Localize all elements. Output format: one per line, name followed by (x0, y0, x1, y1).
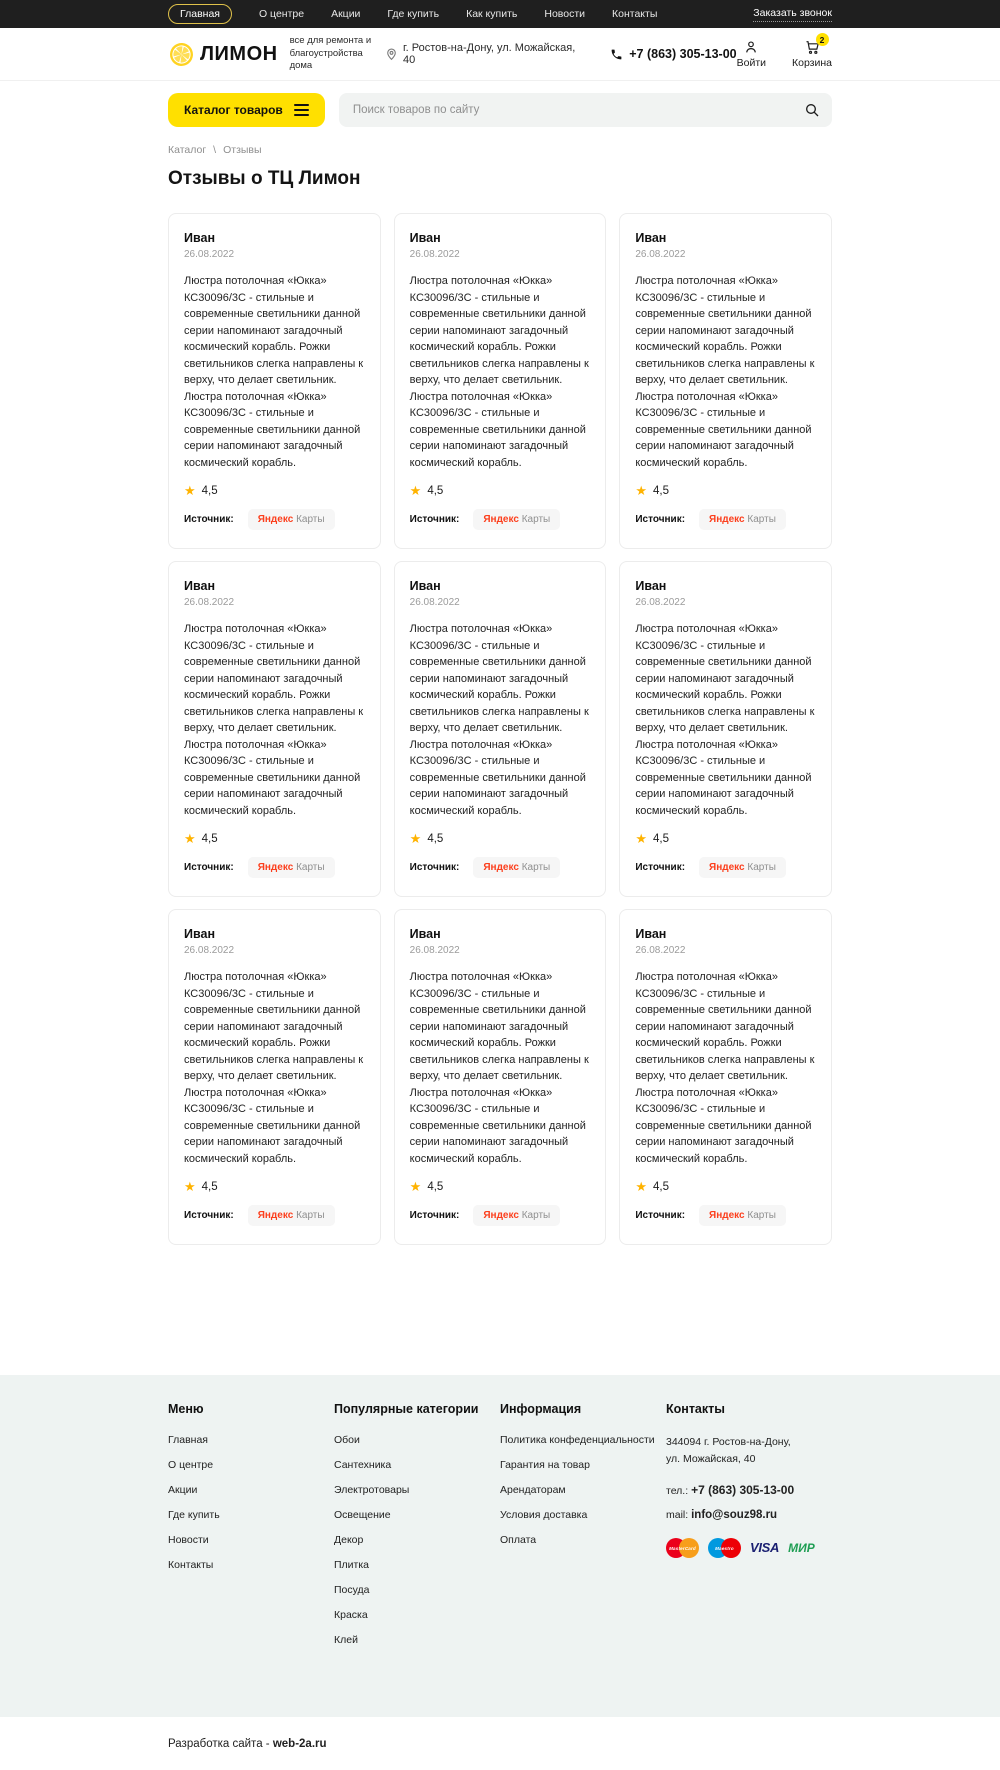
review-source (184, 857, 365, 878)
breadcrumb-catalog[interactable]: Каталог (168, 144, 207, 156)
star-icon: ★ (409, 831, 422, 846)
review-date: 26.08.2022 (409, 945, 460, 956)
footer-category-link[interactable]: Сантехника (334, 1459, 392, 1471)
review-date: 26.08.2022 (635, 945, 686, 956)
reviewer-name: Иван (184, 231, 216, 245)
review-date: 26.08.2022 (635, 249, 686, 260)
maestro-icon: Maestro (708, 1538, 741, 1558)
footer-category-link[interactable]: Клей (334, 1634, 358, 1646)
review-card (394, 561, 607, 897)
yandex-maps-badge[interactable]: Яндекс Карты (699, 1205, 786, 1226)
star-icon: ★ (184, 831, 196, 846)
footer-menu-column (168, 1402, 334, 1659)
footer-menu-title: Меню (168, 1402, 204, 1416)
review-rating (635, 832, 816, 845)
review-source (410, 1205, 591, 1226)
developer-bar (0, 1717, 1000, 1770)
review-rating (410, 484, 591, 497)
source-label: Источник: (184, 1210, 234, 1221)
review-text: Люстра потолочная «Юкка» КС30096/3С - стильные и современные светильники данной серии напоминают загадочный космический корабль. Рожки светильников слегка направлены к верху, что делает светильник. Люстра потолочная «Юкка» КС30096/3С - стильные и современные светильники данной серии напоминают загадочный космический корабль. (409, 275, 589, 469)
hamburger-icon (294, 104, 309, 116)
review-card (619, 213, 832, 549)
logo[interactable] (168, 41, 278, 68)
footer-menu-link[interactable]: Контакты (168, 1559, 214, 1571)
review-source (410, 857, 591, 878)
footer-phone-link[interactable]: +7 (863) 305-13-00 (691, 1482, 795, 1497)
user-icon (743, 39, 759, 55)
source-label: Источник: (635, 862, 686, 873)
star-icon: ★ (184, 1179, 196, 1194)
reviewer-name: Иван (635, 231, 667, 245)
footer-contacts-column (666, 1402, 832, 1659)
review-rating (635, 484, 816, 497)
review-text: Люстра потолочная «Юкка» КС30096/3С - стильные и современные светильники данной серии напоминают загадочный космический корабль. Рожки светильников слегка направлены к верху, что делает светильник. Люстра потолочная «Юкка» КС30096/3С - стильные и современные светильники данной серии напоминают загадочный космический корабль. (184, 623, 364, 817)
review-rating (184, 832, 365, 845)
reviewer-name: Иван (409, 579, 441, 593)
phone-link[interactable]: +7 (863) 305-13-00 (610, 47, 736, 61)
rating-value: 4,5 (652, 832, 669, 845)
footer-info-link[interactable]: Гарантия на товар (500, 1459, 590, 1471)
footer-info-link[interactable]: Арендаторам (500, 1484, 566, 1496)
review-rating (410, 832, 591, 845)
rating-value: 4,5 (427, 832, 444, 845)
review-card (619, 561, 832, 897)
footer-menu-link[interactable]: Главная (168, 1434, 208, 1446)
review-text: Люстра потолочная «Юкка» КС30096/3С - стильные и современные светильники данной серии напоминают загадочный космический корабль. Рожки светильников слегка направлены к верху, что делает светильник. Люстра потолочная «Юкка» КС30096/3С - стильные и современные светильники данной серии напоминают загадочный космический корабль. (184, 971, 364, 1165)
source-label: Источник: (409, 1210, 460, 1221)
star-icon: ★ (635, 1179, 647, 1194)
review-source (184, 1205, 365, 1226)
tagline: все для ремонта и благоустройства дома (289, 34, 372, 72)
footer-info-title: Информация (500, 1402, 582, 1416)
review-card (168, 909, 381, 1245)
yandex-maps-badge[interactable]: Яндекс Карты (473, 857, 560, 878)
top-nav-item[interactable]: Главная (168, 4, 232, 24)
source-label: Источник: (409, 514, 460, 525)
source-label: Источник: (409, 862, 460, 873)
footer-category-link[interactable]: Плитка (334, 1559, 370, 1571)
yandex-maps-badge[interactable]: Яндекс Карты (248, 509, 335, 530)
review-source (635, 1205, 816, 1226)
footer-phone-row: тел.: +7 (863) 305-13-00 (666, 1482, 795, 1497)
review-date: 26.08.2022 (409, 597, 460, 608)
review-rating (184, 484, 365, 497)
developer-credit[interactable]: Разработка сайта - web-2a.ru (168, 1738, 327, 1750)
source-label: Источник: (635, 514, 686, 525)
yandex-maps-badge[interactable]: Яндекс Карты (248, 1205, 335, 1226)
top-nav-item[interactable]: Как купить (466, 8, 518, 20)
footer-info-link[interactable]: Политика конфеденциальности (500, 1434, 655, 1446)
rating-value: 4,5 (427, 1180, 444, 1193)
yandex-maps-badge[interactable]: Яндекс Карты (248, 857, 335, 878)
review-card (394, 213, 607, 549)
review-date: 26.08.2022 (409, 249, 460, 260)
login-button[interactable]: Войти (737, 39, 766, 69)
mastercard-icon: MasterCard (666, 1538, 699, 1558)
footer-contacts-title: Контакты (666, 1402, 725, 1416)
review-rating (635, 1180, 816, 1193)
review-source (410, 509, 591, 530)
yandex-maps-badge[interactable]: Яндекс Карты (473, 509, 560, 530)
review-rating (184, 1180, 365, 1193)
top-nav-item[interactable]: Акции (331, 8, 361, 20)
top-nav-item[interactable]: Контакты (612, 8, 658, 20)
source-label: Источник: (184, 862, 234, 873)
callback-link[interactable]: Заказать звонок (753, 7, 832, 22)
review-date: 26.08.2022 (184, 249, 235, 260)
footer-category-link[interactable]: Освещение (334, 1509, 391, 1521)
star-icon: ★ (184, 483, 196, 498)
search-box (339, 93, 832, 127)
source-label: Источник: (184, 514, 234, 525)
review-card (619, 909, 832, 1245)
review-card (168, 213, 381, 549)
search-icon[interactable] (804, 102, 820, 118)
footer-info-column (500, 1402, 666, 1659)
review-source (184, 509, 365, 530)
review-date: 26.08.2022 (184, 597, 235, 608)
cart-count-badge: 2 (816, 33, 829, 46)
cart-button[interactable]: 2 Корзина (792, 34, 832, 69)
rating-value: 4,5 (427, 484, 444, 497)
review-text: Люстра потолочная «Юкка» КС30096/3С - стильные и современные светильники данной серии напоминают загадочный космический корабль. Рожки светильников слегка направлены к верху, что делает светильник. Люстра потолочная «Юкка» КС30096/3С - стильные и современные светильники данной серии напоминают загадочный космический корабль. (409, 971, 589, 1165)
breadcrumb-reviews[interactable]: Отзывы (223, 144, 262, 156)
footer-categories-title: Популярные категории (334, 1402, 479, 1416)
review-text: Люстра потолочная «Юкка» КС30096/3С - стильные и современные светильники данной серии напоминают загадочный космический корабль. Рожки светильников слегка направлены к верху, что делает светильник. Люстра потолочная «Юкка» КС30096/3С - стильные и современные светильники данной серии напоминают загадочный космический корабль. (184, 275, 364, 469)
review-text: Люстра потолочная «Юкка» КС30096/3С - стильные и современные светильники данной серии напоминают загадочный космический корабль. Рожки светильников слегка направлены к верху, что делает светильник. Люстра потолочная «Юкка» КС30096/3С - стильные и современные светильники данной серии напоминают загадочный космический корабль. (635, 275, 815, 469)
footer-mail-row: mail: info@souz98.ru (666, 1508, 778, 1521)
star-icon: ★ (635, 483, 647, 498)
rating-value: 4,5 (201, 832, 218, 845)
review-text: Люстра потолочная «Юкка» КС30096/3С - стильные и современные светильники данной серии напоминают загадочный космический корабль. Рожки светильников слегка направлены к верху, что делает светильник. Люстра потолочная «Юкка» КС30096/3С - стильные и современные светильники данной серии напоминают загадочный космический корабль. (635, 623, 815, 817)
yandex-maps-badge[interactable]: Яндекс Карты (473, 1205, 560, 1226)
header (0, 28, 1000, 81)
footer-address: 344094 г. Ростов-на-Дону, ул. Можайская, 40 (666, 1436, 791, 1466)
star-icon: ★ (409, 1179, 422, 1194)
review-text: Люстра потолочная «Юкка» КС30096/3С - стильные и современные светильники данной серии напоминают загадочный космический корабль. Рожки светильников слегка направлены к верху, что делает светильник. Люстра потолочная «Юкка» КС30096/3С - стильные и современные светильники данной серии напоминают загадочный космический корабль. (409, 623, 589, 817)
footer-category-link[interactable]: Электротовары (334, 1484, 410, 1496)
location-pin-icon (385, 48, 398, 61)
rating-value: 4,5 (201, 484, 218, 497)
reviewer-name: Иван (635, 579, 667, 593)
breadcrumb-separator: \ (213, 144, 217, 156)
star-icon: ★ (635, 831, 647, 846)
review-rating (410, 1180, 591, 1193)
reviews-grid (168, 213, 832, 1245)
footer-info-link[interactable]: Условия доставка (500, 1509, 588, 1521)
footer-email-link[interactable]: info@souz98.ru (691, 1508, 778, 1521)
search-input[interactable] (353, 104, 804, 116)
footer (0, 1375, 1000, 1717)
top-nav-item[interactable]: О центре (258, 8, 305, 20)
footer-category-link[interactable]: Посуда (334, 1584, 370, 1596)
footer-info-link[interactable]: Оплата (500, 1534, 537, 1546)
yandex-maps-badge[interactable]: Яндекс Карты (699, 857, 786, 878)
review-card (394, 909, 607, 1245)
top-nav-bar (0, 0, 1000, 28)
top-nav-item[interactable]: Где купить (387, 8, 440, 20)
footer-category-link[interactable]: Декор (334, 1534, 364, 1546)
source-label: Источник: (635, 1210, 686, 1221)
reviewer-name: Иван (409, 927, 441, 941)
logo-text: ЛИМОН (200, 42, 278, 65)
footer-menu-link[interactable]: О центре (168, 1459, 214, 1471)
rating-value: 4,5 (652, 484, 669, 497)
footer-menu-link[interactable]: Акции (168, 1484, 198, 1496)
lemon-logo-icon (168, 41, 195, 68)
page-title: Отзывы о ТЦ Лимон (168, 168, 361, 189)
store-address: г. Ростов-на-Дону, ул. Можайская, 40 (385, 42, 584, 66)
reviewer-name: Иван (635, 927, 667, 941)
catalog-button[interactable]: Каталог товаров (168, 93, 325, 127)
reviewer-name: Иван (409, 231, 441, 245)
star-icon: ★ (409, 483, 422, 498)
yandex-maps-badge[interactable]: Яндекс Карты (699, 509, 786, 530)
review-text: Люстра потолочная «Юкка» КС30096/3С - стильные и современные светильники данной серии напоминают загадочный космический корабль. Рожки светильников слегка направлены к верху, что делает светильник. Люстра потолочная «Юкка» КС30096/3С - стильные и современные светильники данной серии напоминают загадочный космический корабль. (635, 971, 815, 1165)
review-date: 26.08.2022 (184, 945, 235, 956)
reviewer-name: Иван (184, 579, 216, 593)
reviewer-name: Иван (184, 927, 216, 941)
review-card (168, 561, 381, 897)
footer-categories-column (334, 1402, 500, 1659)
footer-category-link[interactable]: Обои (334, 1434, 360, 1446)
payment-methods (666, 1538, 832, 1558)
top-nav-item[interactable]: Новости (544, 8, 586, 20)
footer-category-link[interactable]: Краска (334, 1609, 368, 1621)
top-nav (168, 4, 657, 24)
review-date: 26.08.2022 (635, 597, 686, 608)
rating-value: 4,5 (201, 1180, 218, 1193)
review-source (635, 509, 816, 530)
footer-menu-link[interactable]: Новости (168, 1534, 209, 1546)
phone-icon (610, 48, 623, 61)
mir-icon: МИР (788, 1540, 815, 1555)
breadcrumb (168, 144, 832, 156)
review-source (635, 857, 816, 878)
footer-menu-link[interactable]: Где купить (168, 1509, 220, 1521)
visa-icon: VISA (750, 1540, 780, 1556)
rating-value: 4,5 (652, 1180, 669, 1193)
